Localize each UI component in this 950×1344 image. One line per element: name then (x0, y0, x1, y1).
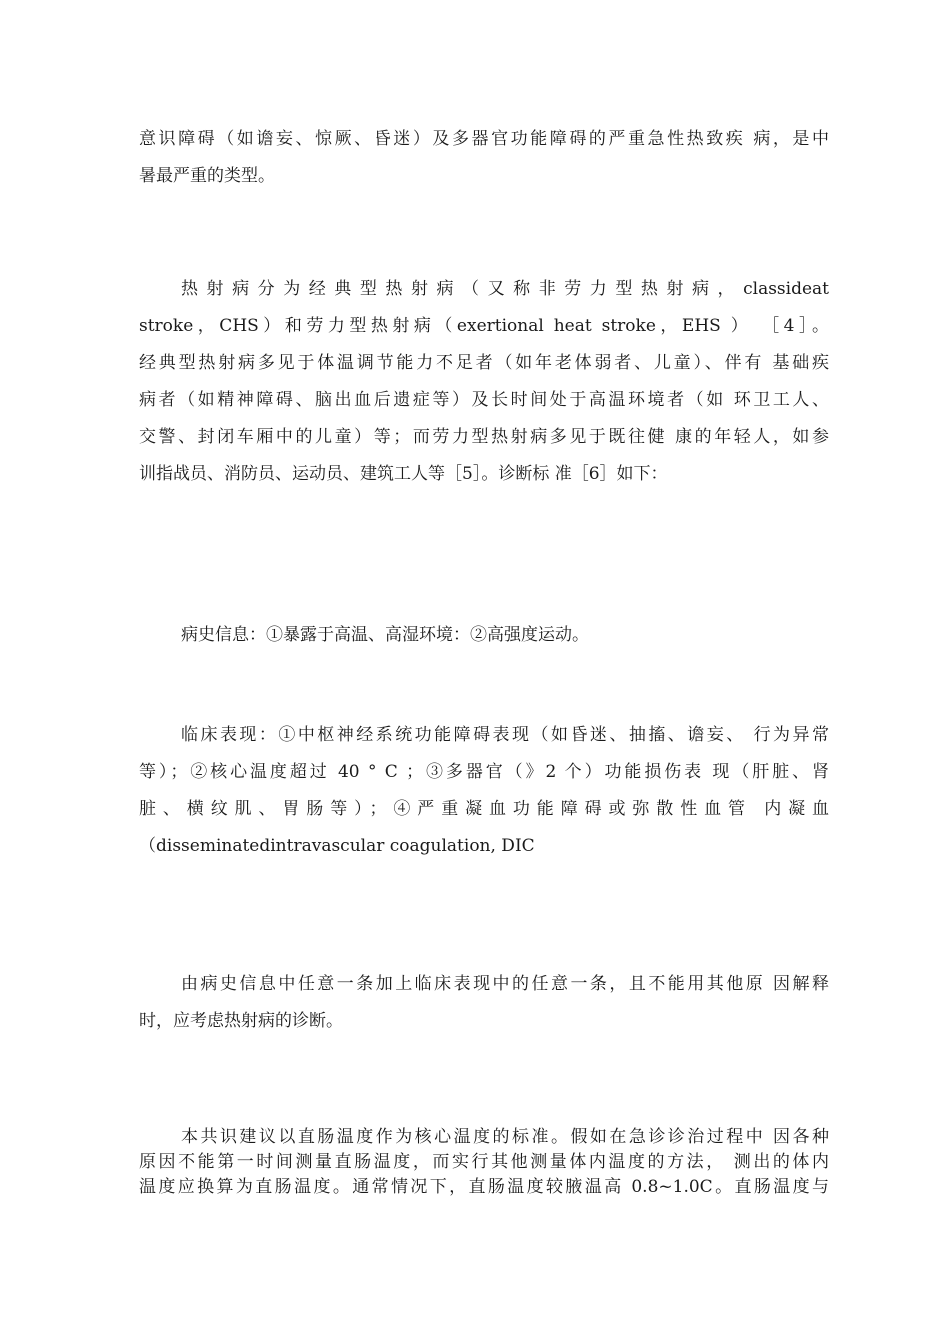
text-line: 本共识建议以直肠温度作为核心温度的标准。假如在急诊诊治过程中 因各种 (181, 1127, 829, 1147)
text-line: 训指战员、消防员、运动员、建筑工人等［5］。诊断标 准［6］如下： (139, 464, 668, 484)
text-line: 病者（如精神障碍、脑出血后遗症等）及长时间处于高温环境者（如 环卫工人、 (139, 390, 829, 410)
paragraph-medical-history (139, 617, 829, 654)
text-line: 时，应考虑热射病的诊断。 (139, 1011, 343, 1031)
paragraph-diagnosis-rule (139, 966, 829, 1040)
text-line: 暑最严重的类型。 (139, 166, 275, 186)
text-line: 意识障碍（如谵妄、惊厥、昏迷）及多器官功能障碍的严重急性热致疾 病，是中 (139, 129, 829, 149)
text-line: 热射病分为经典型热射病（又称非劳力型热射病，classideat (181, 279, 829, 299)
text-line: 经典型热射病多见于体温调节能力不足者（如年老体弱者、儿童）、伴有 基础疾 (139, 353, 829, 373)
text-line: 原因不能第一时间测量直肠温度，而实行其他测量体内温度的方法， 测出的体内 (139, 1152, 829, 1172)
paragraph-core-temperature (139, 1125, 829, 1200)
text-line: 交警、封闭车厢中的儿童）等；而劳力型热射病多见于既往健 康的年轻人，如参 (139, 427, 829, 447)
text-line: stroke，CHS）和劳力型热射病（exertional heat stroke，EHS ） ［4］。 (139, 316, 829, 336)
text-line: 临床表现：①中枢神经系统功能障碍表现（如昏迷、抽搐、谵妄、 行为异常 (181, 725, 829, 745)
text-line: （disseminatedintravascular coagulation, DIC (139, 836, 535, 856)
text-line: 等）；②核心温度超过 40 ° C ；③多器官（》2 个）功能损伤表 现（肝脏、肾 (139, 762, 829, 782)
text-line: 病史信息：①暴露于高温、高湿环境：②高强度运动。 (181, 625, 589, 645)
text-line: 温度应换算为直肠温度。通常情况下，直肠温度较腋温高 0.8~1.0C。直肠温度与 (139, 1177, 829, 1197)
paragraph-clinical-manifestations (139, 717, 829, 865)
text-line: 脏、横纹肌、胃肠等）；④严重凝血功能障碍或弥散性血管 内凝血 (139, 799, 829, 819)
text-line: 由病史信息中任意一条加上临床表现中的任意一条，且不能用其他原 因解释 (181, 974, 829, 994)
paragraph-heatstroke-types (139, 271, 829, 493)
paragraph-heatstroke-definition (139, 121, 829, 195)
